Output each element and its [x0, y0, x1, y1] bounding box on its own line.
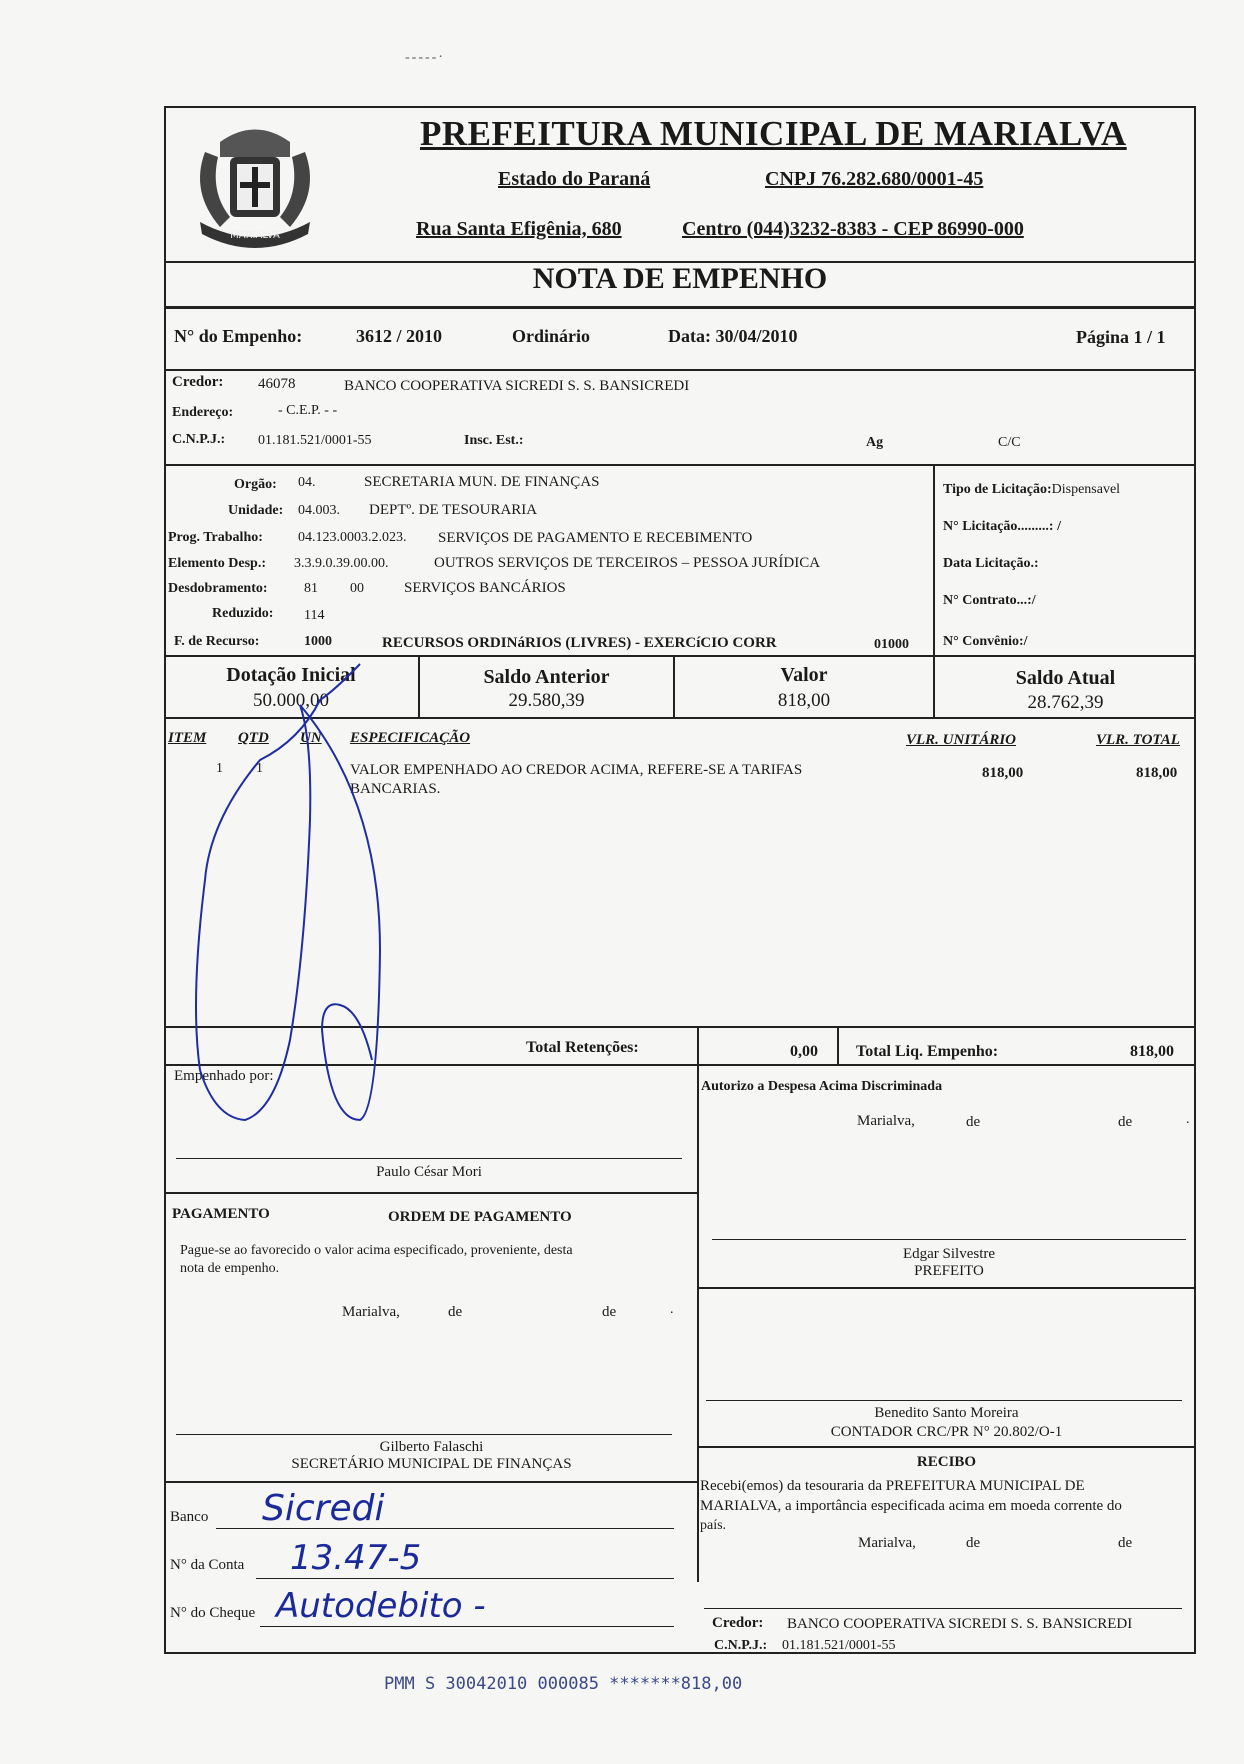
item-desc-line2: BANCARIAS.: [350, 781, 441, 797]
recibo-label: RECIBO: [916, 1454, 977, 1470]
empenho-type: Ordinário: [512, 326, 591, 346]
item-unit-value: 818,00: [982, 765, 1024, 781]
licitacao-numero: N° Licitação.........: /: [943, 519, 1061, 534]
reduzido-label: Reduzido:: [212, 606, 274, 621]
col-un: UN: [300, 730, 322, 746]
dotacao-value: 50.000,00: [253, 690, 329, 711]
recibo-city: Marialva,: [858, 1535, 916, 1551]
licitacao-contrato: N° Contrato...:/: [943, 593, 1036, 608]
recurso-label: F. de Recurso:: [174, 634, 260, 649]
cheque-handwritten: Autodebito -: [276, 1586, 486, 1626]
ordem-pagamento-label: ORDEM DE PAGAMENTO: [388, 1209, 572, 1225]
state-label: Estado do Paraná: [498, 168, 651, 190]
contador-role: CONTADOR CRC/PR N° 20.802/O-1: [830, 1424, 1063, 1440]
recibo-de2: de: [1118, 1535, 1133, 1551]
prog-code: 04.123.0003.2.023.: [298, 530, 407, 545]
recibo-text-line3: país.: [700, 1518, 727, 1533]
pagamento-label: PAGAMENTO: [172, 1206, 270, 1222]
unidade-code: 04.003.: [298, 503, 340, 518]
page-title: PREFEITURA MUNICIPAL DE MARIALVA: [420, 114, 1127, 153]
conta-handwritten: 13.47-5: [290, 1538, 422, 1578]
secretario-name: Gilberto Falaschi: [379, 1439, 484, 1455]
valor-label: Valor: [780, 664, 828, 686]
pagamento-de2: de: [602, 1304, 617, 1320]
empenho-number: 3612 / 2010: [356, 326, 443, 346]
empenhado-label: Empenhado por:: [174, 1068, 274, 1084]
unidade-name: DEPTº. DE TESOURARIA: [369, 502, 538, 518]
licitacao-tipo-label: Tipo de Licitação:: [943, 482, 1052, 497]
col-especificacao: ESPECIFICAÇÃO: [350, 730, 471, 746]
dotacao-label: Dotação Inicial: [226, 664, 356, 686]
col-qtd: QTD: [238, 730, 269, 746]
pagamento-dot: .: [670, 1302, 674, 1317]
address-label: Rua Santa Efigênia, 680: [416, 218, 622, 240]
recurso-code2: 01000: [874, 637, 909, 652]
retencoes-label: Total Retenções:: [526, 1039, 639, 1056]
pagamento-de1: de: [448, 1304, 463, 1320]
recibo-de1: de: [966, 1535, 981, 1551]
orgao-label: Orgão:: [234, 477, 277, 492]
item-number: 1: [216, 761, 223, 776]
credor-label: Credor:: [172, 374, 224, 390]
recibo-credor-label: Credor:: [712, 1615, 764, 1631]
prefeito-name: Edgar Silvestre: [902, 1246, 996, 1262]
retencoes-value: 0,00: [790, 1043, 818, 1060]
scan-marks: -----·: [405, 50, 445, 65]
cnpj-credor-value: 01.181.521/0001-55: [258, 433, 372, 448]
desdobramento-label: Desdobramento:: [168, 581, 268, 596]
empenho-number-label: N° do Empenho:: [174, 326, 303, 346]
reduzido-value: 114: [304, 608, 325, 623]
recibo-text-line1: Recebi(emos) da tesouraria da PREFEITURA MUNICIPAL DE: [700, 1478, 1085, 1494]
prog-name: SERVIÇOS DE PAGAMENTO E RECEBIMENTO: [438, 530, 753, 546]
cnpj-credor-label: C.N.P.J.:: [172, 432, 226, 447]
elemento-label: Elemento Desp.:: [168, 556, 266, 571]
cnpj-label: CNPJ 76.282.680/0001-45: [765, 168, 984, 190]
desdobramento-code1: 81: [304, 581, 318, 596]
col-item: ITEM: [168, 730, 207, 746]
saldo-atual-label: Saldo Atual: [1015, 667, 1116, 689]
autorizo-de1: de: [966, 1114, 981, 1130]
conta-label: N° da Conta: [170, 1557, 245, 1573]
cheque-label: N° do Cheque: [170, 1605, 256, 1621]
banco-handwritten: Sicredi: [262, 1488, 385, 1529]
col-vlr-unitario: VLR. UNITÁRIO: [906, 732, 1017, 748]
recurso-code: 1000: [304, 634, 332, 649]
item-total-value: 818,00: [1136, 765, 1178, 781]
recibo-credor-value: BANCO COOPERATIVA SICREDI S. S. BANSICREDI: [787, 1616, 1133, 1632]
credor-code: 46078: [258, 376, 296, 392]
desdobramento-code2: 00: [350, 581, 364, 596]
pagamento-text-line1: Pague-se ao favorecido o valor acima especificado, proveniente, desta: [180, 1243, 573, 1258]
item-qtd: 1: [256, 761, 263, 776]
saldo-anterior-label: Saldo Anterior: [483, 666, 610, 688]
empenho-date: Data: 30/04/2010: [668, 326, 798, 346]
licitacao-tipo-value: Dispensavel: [1051, 482, 1121, 497]
total-liq-value: 818,00: [1130, 1043, 1174, 1060]
saldo-atual-value: 28.762,39: [1027, 692, 1104, 713]
recibo-text-line2: MARIALVA, a importância especificada acima em moeda corrente do: [700, 1498, 1122, 1514]
orgao-code: 04.: [298, 475, 316, 490]
autorizo-city: Marialva,: [857, 1113, 915, 1129]
orgao-name: SECRETARIA MUN. DE FINANÇAS: [364, 474, 600, 490]
credor-name: BANCO COOPERATIVA SICREDI S. S. BANSICREDI: [344, 378, 690, 394]
licitacao-data: Data Licitação.:: [943, 556, 1039, 571]
prog-label: Prog. Trabalho:: [168, 530, 263, 545]
ag-label: Ag: [866, 435, 884, 450]
saldo-anterior-value: 29.580,39: [508, 690, 585, 711]
recurso-name: RECURSOS ORDINáRIOS (LIVRES) - EXERCíCIO CORR: [382, 635, 777, 651]
pagamento-text-line2: nota de empenho.: [180, 1261, 280, 1276]
contador-name: Benedito Santo Moreira: [874, 1405, 1019, 1421]
recibo-cnpj-value: 01.181.521/0001-55: [782, 1638, 896, 1653]
endereco-value: - C.E.P. - -: [278, 403, 338, 418]
item-desc-line1: VALOR EMPENHADO AO CREDOR ACIMA, REFERE-SE A TARIFAS: [350, 762, 803, 778]
pagamento-city: Marialva,: [342, 1304, 400, 1320]
page-number: Página 1 / 1: [1076, 327, 1166, 347]
autorizo-label: Autorizo a Despesa Acima Discriminada: [701, 1079, 943, 1094]
prefeito-role: PREFEITO: [914, 1263, 984, 1279]
secretario-role: SECRETÁRIO MUNICIPAL DE FINANÇAS: [291, 1456, 572, 1472]
total-liq-label: Total Liq. Empenho:: [856, 1043, 999, 1060]
desdobramento-name: SERVIÇOS BANCÁRIOS: [404, 580, 566, 596]
empenhado-signer: Paulo César Mori: [376, 1164, 482, 1180]
doc-title: NOTA DE EMPENHO: [532, 262, 828, 295]
valor-value: 818,00: [777, 690, 831, 711]
recibo-cnpj-label: C.N.P.J.:: [714, 1638, 768, 1653]
crest-label: MARIALVA: [230, 230, 280, 241]
insc-label: Insc. Est.:: [464, 433, 524, 448]
autorizo-dot: .: [1186, 1112, 1190, 1127]
elemento-code: 3.3.9.0.39.00.00.: [294, 556, 389, 571]
district-phone-cep: Centro (044)3232-8383 - CEP 86990-000: [682, 218, 1024, 240]
unidade-label: Unidade:: [228, 503, 284, 518]
elemento-name: OUTROS SERVIÇOS DE TERCEIROS – PESSOA JURÍDICA: [434, 555, 821, 571]
banco-label: Banco: [170, 1509, 209, 1525]
footer-stamp: PMM S 30042010 000085 *******818,00: [384, 1674, 743, 1694]
cc-label: C/C: [998, 435, 1021, 450]
endereco-label: Endereço:: [172, 405, 234, 420]
autorizo-de2: de: [1118, 1114, 1133, 1130]
col-vlr-total: VLR. TOTAL: [1096, 732, 1180, 748]
licitacao-convenio: N° Convênio:/: [943, 634, 1028, 649]
